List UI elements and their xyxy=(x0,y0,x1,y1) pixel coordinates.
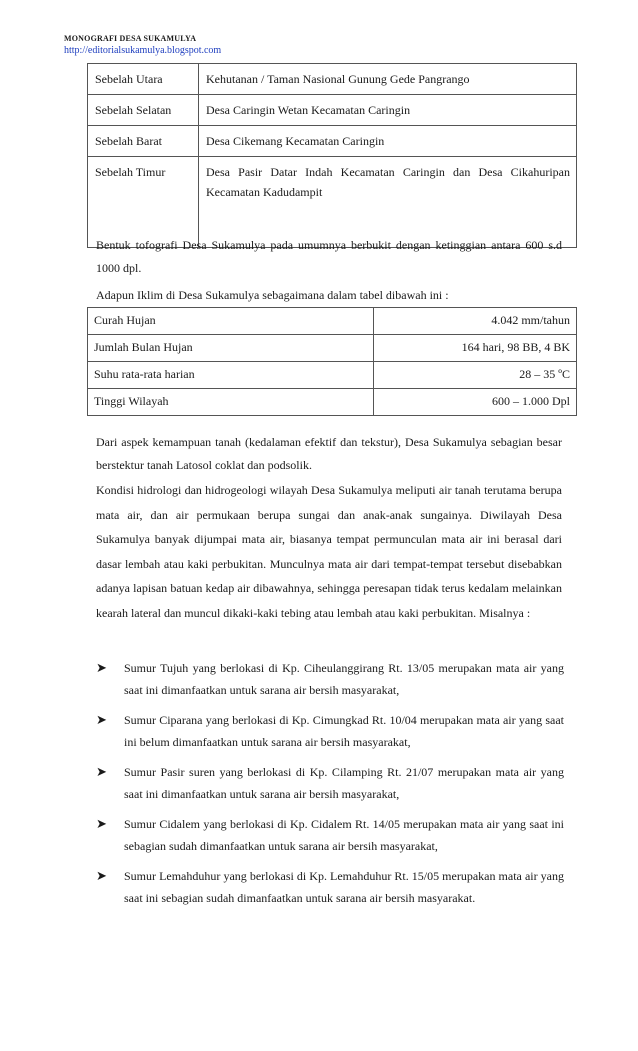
border-value: Desa Caringin Wetan Kecamatan Caringin xyxy=(199,95,577,126)
list-item xyxy=(96,813,564,857)
list-item xyxy=(96,761,564,805)
climate-label: Jumlah Bulan Hujan xyxy=(88,335,374,362)
list-item xyxy=(96,865,564,909)
table-row xyxy=(88,126,577,157)
arrow-bullet-icon: ➤ xyxy=(96,816,107,831)
border-value: Desa Cikemang Kecamatan Caringin xyxy=(199,126,577,157)
list-item-text: Sumur Pasir suren yang berlokasi di Kp. Cilamping Rt. 21/07 merupakan mata air yang saat ini dimanfaatkan untuk sarana air bersih masyarakat, xyxy=(124,765,564,801)
climate-label: Curah Hujan xyxy=(88,308,374,335)
border-label: Sebelah Selatan xyxy=(88,95,199,126)
arrow-bullet-icon: ➤ xyxy=(96,764,107,779)
header-title: MONOGRAFI DESA SUKAMULYA xyxy=(64,34,197,43)
climate-table xyxy=(87,307,577,416)
list-item-text: Sumur Lemahduhur yang berlokasi di Kp. Lemahduhur Rt. 15/05 merupakan mata air yang saat ini sebagian sudah dimanfaatkan untuk sarana air bersih masyarakat. xyxy=(124,869,564,905)
list-item-text: Sumur Tujuh yang berlokasi di Kp. Ciheulanggirang Rt. 13/05 merupakan mata air yang saat ini dimanfaatkan untuk sarana air bersih masyarakat, xyxy=(124,661,564,697)
soil-paragraph: Dari aspek kemampuan tanah (kedalaman efektif dan tekstur), Desa Sukamulya sebagian besar berstektur tanah Latosol coklat dan podsolik. xyxy=(96,435,562,472)
paragraph-line: 1000 dpl. xyxy=(96,261,142,275)
table-row xyxy=(88,308,577,335)
border-value: Kehutanan / Taman Nasional Gunung Gede Pangrango xyxy=(199,64,577,95)
list-item xyxy=(96,709,564,753)
climate-label: Tinggi Wilayah xyxy=(88,389,374,416)
climate-value: 164 hari, 98 BB, 4 BK xyxy=(374,335,577,362)
border-label: Sebelah Barat xyxy=(88,126,199,157)
arrow-bullet-icon: ➤ xyxy=(96,868,107,883)
village-borders-table xyxy=(87,63,577,248)
table-row xyxy=(88,389,577,416)
border-label: Sebelah Utara xyxy=(88,64,199,95)
page-header xyxy=(64,34,221,57)
climate-label: Suhu rata-rata harian xyxy=(88,362,374,389)
table-row xyxy=(88,335,577,362)
paragraph-line: Bentuk tofografi Desa Sukamulya pada umumnya berbukit dengan ketinggian antara 600 s.d xyxy=(96,238,562,252)
table-row xyxy=(88,95,577,126)
table-row xyxy=(88,362,577,389)
arrow-bullet-icon: ➤ xyxy=(96,712,107,727)
climate-value: 4.042 mm/tahun xyxy=(374,308,577,335)
list-item xyxy=(96,657,564,701)
climate-intro: Adapun Iklim di Desa Sukamulya sebagaimana dalam tabel dibawah ini : xyxy=(96,288,449,302)
table-row xyxy=(88,64,577,95)
header-link[interactable]: http://editorialsukamulya.blogspot.com xyxy=(64,45,222,56)
climate-value: 600 – 1.000 Dpl xyxy=(374,389,577,416)
list-item-text: Sumur Ciparana yang berlokasi di Kp. Cimungkad Rt. 10/04 merupakan mata air yang saat ini belum dimanfaatkan untuk sarana air bersih masyarakat, xyxy=(124,713,564,749)
border-label: Sebelah Timur xyxy=(88,157,199,248)
arrow-bullet-icon: ➤ xyxy=(96,660,107,675)
topography-paragraph xyxy=(96,234,562,280)
list-item-text: Sumur Cidalem yang berlokasi di Kp. Cidalem Rt. 14/05 merupakan mata air yang saat ini sebagian sudah dimanfaatkan untuk sarana air bersih masyarakat, xyxy=(124,817,564,853)
border-value-line: Desa Pasir Datar Indah Kecamatan Caringin dan Desa Cikahuripan xyxy=(206,165,570,179)
border-value-line: Kecamatan Kadudampit xyxy=(206,185,323,199)
springs-list xyxy=(96,657,564,917)
climate-value: 28 – 35 ºC xyxy=(374,362,577,389)
hydrology-paragraph: Kondisi hidrologi dan hidrogeologi wilayah Desa Sukamulya meliputi air tanah terutama berupa mata air, dan air permukaan berupa sungai dan anak-anak sungainya. Diwilayah Desa Sukamulya banyak dijumpai mata air, biasanya tempat permunculan mata air ini berasal dari dasar lembah atau kaki perbukitan. Munculnya mata air dari tempat-tempat tersebut disebabkan adanya lapisan batuan kedap air dibawahnya, sehingga peresapan tidak terus kedalam melainkan kearah lateral dan muncul dikaki-kaki tebing atau lembah atau kaki perbukitan. Misalnya : xyxy=(96,483,562,620)
